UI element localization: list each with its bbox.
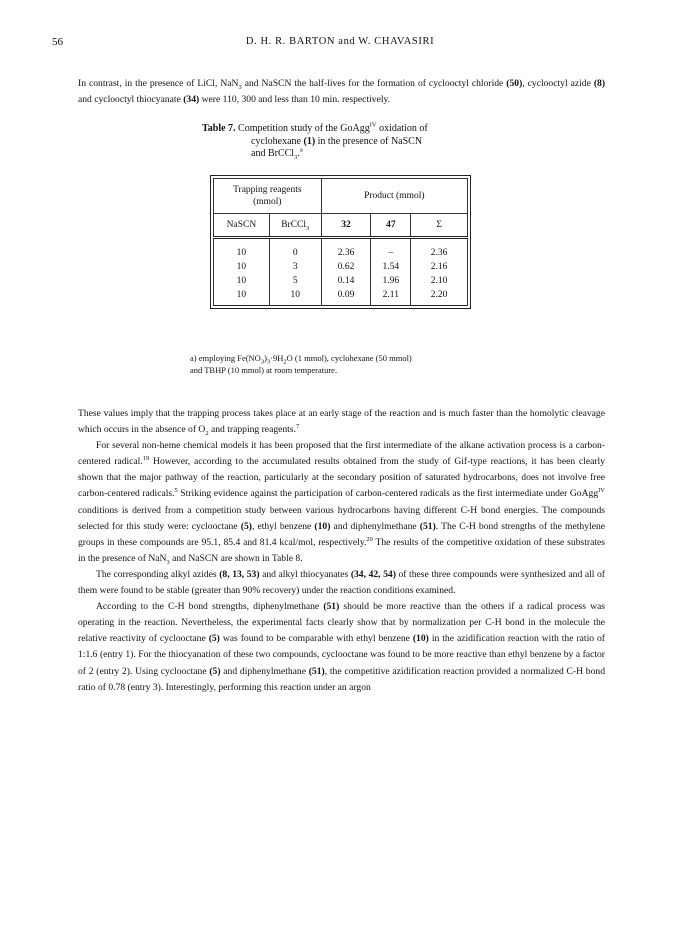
cell-47: 1.96 [371,274,411,288]
col-brccl3: BrCCl$_3$ [269,214,321,238]
table-row [214,274,468,288]
cell-47: 1.54 [371,260,411,274]
col-nascn: NaSCN [214,214,270,238]
paragraph-4: The corresponding alkyl azides (8, 13, 53) and alkyl thiocyanates (34, 42, 54) of these three compounds were synthesized and all of them were found to be stable (greater than 90% recovery) under the reaction conditions examined. [78,568,605,597]
cell-nascn: 10 [214,260,270,274]
body-text [78,406,605,696]
cell-nascn: 10 [214,238,270,261]
cell-32: 0.14 [321,274,371,288]
cell-sum: 2.36 [411,238,468,261]
header-product: Product (mmol) [321,179,467,214]
paragraph-intro: In contrast, in the presence of LiCl, NaN$_3$ and NaSCN the half-lives for the formation of cyclooctyl chloride (50), cyclooctyl azide (8) and cyclooctyl thiocyanate (34) were 110, 300 and less than 10 min. respectively. [78,78,606,106]
cell-sum: 2.16 [411,260,468,274]
cell-32: 0.09 [321,288,371,306]
table-row [214,260,468,274]
table-row [214,288,468,306]
table-7 [213,178,468,306]
cell-32: 2.36 [321,238,371,261]
table-footnote: a) employing $Fe(NO_3)_3\cdot 9H_2O$ (1 mmol), cyclohexane (50 mmol) and TBHP (10 mmol) at room temperature. [190,353,412,375]
col-47: 47 [371,214,411,238]
cell-47: – [371,238,411,261]
cell-nascn: 10 [214,274,270,288]
page-number: 56 [52,36,63,48]
paragraph-2: These values imply that the trapping process takes place at an early stage of the reaction and is much faster than the homolytic cleavage which occurs in the absence of $O_2$ and trapping reagents.$^7$ [78,408,605,437]
cell-sum: 2.20 [411,288,468,306]
cell-brccl3: 0 [269,238,321,261]
header-trapping-reagents: Trapping reagents (mmol) [214,179,322,214]
table-row [214,238,468,261]
cell-nascn: 10 [214,288,270,306]
cell-sum: 2.10 [411,274,468,288]
cell-brccl3: 5 [269,274,321,288]
paragraph-5: According to the C-H bond strengths, diphenylmethane (51) should be more reactive than the others if a radical process was operating in the reaction. Nevertheless, the experimental facts clearly show that by normalization per C-H bond in the molecule the relative reactivity of cyclooctane (5) was found to be comparable with ethyl benzene (10) in the azidification reaction with the ratio of 1:1.6 (entry 1). For the thiocyanation of these two compounds, cyclooctane was found to be more reactive than ethyl benzene by a factor of 2 (entry 2). Using cyclooctane (5) and diphenylmethane (51), the competitive azidification reaction provided a normalized C-H bond ratio of 0.78 (entry 3). Interestingly, performing this reaction under an argon [78,601,605,693]
paragraph-3: For several non-heme chemical models it has been proposed that the first intermediate of the alkane activation process is a carbon-centered radical.$^{19}$ However, according to the accumulated results obtained from the study of Gif-type reactions, it has been clearly shown that the major pathway of the reaction, particularly at the secondary position of saturated hydrocarbons, does not involve free carbon-centered radicals.$^5$ Striking evidence against the participation of carbon-centered radicals as the first intermediate under GoAgg$^{IV}$ conditions is derived from a competition study between various hydrocarbons having different C-H bond energies. The compounds selected for this study were: cyclooctane (5), ethyl benzene (10) and diphenylmethane (51). The C-H bond strengths of the methylene groups in these compounds are 95.1, 85.4 and 81.4 kcal/mol, respectively.$^{20}$ The results of the competitive oxidation of these substrates in the presence of NaN$_3$ and NaSCN are shown in Table 8. [78,440,606,566]
cell-47: 2.11 [371,288,411,306]
col-32: 32 [321,214,371,238]
cell-brccl3: 10 [269,288,321,306]
cell-32: 0.62 [321,260,371,274]
running-head: D. H. R. BARTON and W. CHAVASIRI [245,36,435,47]
col-sum: Σ [411,214,468,238]
cell-brccl3: 3 [269,260,321,274]
table-caption: Table 7. Competition study of the GoAgg$^{IV}$ oxidation of cyclohexane (1) in the presence of NaSCN and BrCCl$_3$.$^a$ [202,121,428,162]
